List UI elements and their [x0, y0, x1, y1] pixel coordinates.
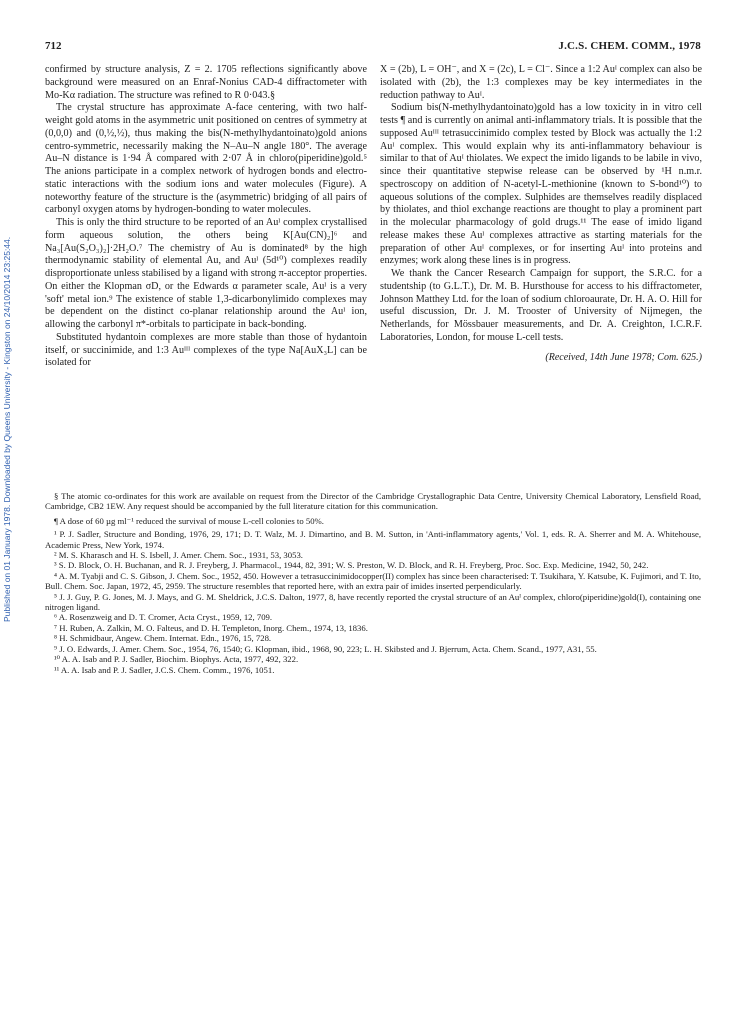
- reference-item: ⁵ J. J. Guy, P. G. Jones, M. J. Mays, and G. M. Sheldrick, J.C.S. Dalton, 1977, 8, have recently reported the crystal structure of an Auᴵ complex, chloro(piperidine)gold(I), containing one nitrogen ligand.: [45, 591, 701, 613]
- reference-list: [45, 529, 701, 675]
- reference-item: ⁴ A. M. Tyabji and C. S. Gibson, J. Chem. Soc., 1952, 450. However a tetrasuccinimidocopper(II) complex has since been characterised: T. Tsukihara, Y. Katsube, K. Fujimori, and T. Ito, Bull. Chem. Soc. Japan, 1972, 45, 2959. The structure resembles that reported here, with an extra pair of imides inserted perpendicularly.: [45, 570, 701, 592]
- page-number: 712: [45, 40, 62, 52]
- footnote: ¶ A dose of 60 µg ml⁻¹ reduced the survival of mouse L-cell colonies to 50%.: [54, 515, 324, 526]
- reference-item: ⁶ A. Rosenzweig and D. T. Cromer, Acta Cryst., 1959, 12, 709.: [54, 612, 273, 623]
- reference-item: ¹⁰ A. A. Isab and P. J. Sadler, Biochim. Biophys. Acta, 1977, 492, 322.: [54, 654, 299, 665]
- reference-item: ⁷ H. Ruben, A. Zalkin, M. O. Falteus, and D. H. Templeton, Inorg. Chem., 1974, 13, 1836.: [54, 622, 368, 633]
- reference-item: ¹ P. J. Sadler, Structure and Bonding, 1976, 29, 171; D. T. Walz, M. J. Dimartino, and B. M. Sutton, in 'Anti-inflammatory agents,' Vol. 1, eds. R. A. Sherrer and M. A. Whitehouse, Academic Press, New York, 1974.: [45, 529, 701, 550]
- left-column: [45, 64, 367, 370]
- paragraph: This is only the third structure to be reported of an Auᴵ complex crystallised form aqueous solution, the others being K[Au(CN)₂]⁶ and Na₃[Au(S₂O₃)₂]·2H₂O.⁷ The chemistry of Au is dominated⁸ by the high thermodynamic stability of elemental Au, and Auᴵ (5d¹⁰) complexes readily disproportionate unless stabilised by a ligand with strong π-acceptor properties. On either the Klopman σD, or the Edwards α parameter scale, Auᴵ is a very 'soft' metal ion.⁹ The existence of stable 1,3-dicarbonylimido complexes may be dependent on the distinct co-planar relationship around the Auᴵ ion, allowing the carbonyl π*-orbitals to participate in back-bonding.: [45, 217, 367, 330]
- received-date: (Received, 14th June 1978; Com. 625.): [545, 351, 702, 363]
- footnote: § The atomic co-ordinates for this work are available on request from the Director of the Cambridge Crystallographic Data Centre, University Chemical Laboratory, Lensfield Road, Cambridge, CB2 1EW. Any request should be accompanied by the full literature citation for this communication.: [45, 491, 701, 512]
- reference-item: ³ S. D. Block, O. H. Buchanan, and R. J. Freyberg, J. Pharmacol., 1944, 82, 391; W. S. Preston, W. D. Block, and R. H. Freyberg, Proc. Soc. Exp. Medicine, 1942, 50, 242.: [54, 560, 649, 571]
- reference-item: ¹¹ A. A. Isab and P. J. Sadler, J.C.S. Chem. Comm., 1976, 1051.: [54, 664, 275, 675]
- acknowledgements: We thank the Cancer Research Campaign for support, the S.R.C. for a studentship (to G.L.T.), Dr. M. B. Hursthouse for access to his diffractometer, Johnson Matthey Ltd. for the loan of sodium chloroaurate, Dr. H. A. O. Hill for useful discussion, Dr. J. M. Trooster of University of Nijmegen, the Netherlands, for Mössbauer measurements, and Dr. A. Creighton, I.C.R.F. Laboratories, London, for mouse L-cell tests.: [380, 268, 702, 343]
- right-column: [380, 64, 702, 364]
- paragraph: Substituted hydantoin complexes are more stable than those of hydantoin itself, or succinimide, and 1:3 Auᴵᴵᴵ complexes of the type Na[AuX₃L] can be isolated for: [45, 331, 367, 369]
- reference-item: ² M. S. Kharasch and H. S. Isbell, J. Amer. Chem. Soc., 1931, 53, 3053.: [54, 550, 303, 561]
- paragraph: X = (2b), L = OH⁻, and X = (2c), L = Cl⁻. Since a 1:2 Auᴵ complex can also be isolated with (2b), the 1:3 complexes may be key intermediates in the reduction pathway to Auᴵ.: [380, 64, 702, 101]
- footnotes-and-references: [45, 491, 701, 675]
- reference-item: ⁸ H. Schmidbaur, Angew. Chem. Internat. Edn., 1976, 15, 728.: [54, 633, 272, 644]
- page-header: [45, 40, 701, 54]
- paragraph: confirmed by structure analysis, Z = 2. 1705 reflections significantly above background were measured on an Enraf-Nonius CAD-4 diffractometer with Mo-Kα radiation. The structure was refined to R 0·043.§: [45, 64, 367, 101]
- paragraph: The crystal structure has approximate A-face centering, with two half-weight gold atoms in the asymmetric unit positioned on centres of symmetry at (0,0,0) and (0,½,½), thus making the bis(N-methylhydantoinato)gold anions centro-symmetric, necessarily making the N–Au–N angle 180°. The average Au–N distance is 1·94 Å compared with 2·07 Å in chloro(piperidine)gold.⁵ The anions participate in a complex network of hydrogen bonds and electro-static interactions with the sodium ions and water molecules (Figure). A noteworthy feature of the structure is the (asymmetric) bridging of all pairs of carbonyl oxygen atoms by hydrogen-bonding to water molecules.: [45, 102, 367, 216]
- paragraph: Sodium bis(N-methylhydantoinato)gold has a low toxicity in in vitro cell tests ¶ and is currently on animal anti-inflammatory trials. It is possible that the supposed Auᴵᴵᴵ tetrasuccinimido complex tested by Block was actually the 1:2 Auᴵ complex. This would explain why its anti-inflammatory behaviour is similar to that of Auᴵ thiolates. We expect the imido ligands to be labile in vivo, since their quantitative stepwise release can be observed by ¹H n.m.r. spectroscopy on addition of N-acetyl-L-methionine (known to S-bond¹⁰) to aqueous solutions of the complex. Sulphides are themselves readily displaced by thiolates, and thiol exchange reactions are thought to play a prominent part in the molecular pharmacology of gold drugs.¹¹ The ease of imido ligand release makes these Auᴵ complexes attractive as starting materials for the preparation of other Auᴵ complexes, or for inserting Auᴵ into proteins and enzymes; work along these lines is in progress.: [380, 102, 702, 267]
- journal-title: J.C.S. CHEM. COMM., 1978: [558, 40, 701, 52]
- reference-item: ⁹ J. O. Edwards, J. Amer. Chem. Soc., 1954, 76, 1540; G. Klopman, ibid., 1968, 90, 223; L. H. Skibsted and J. Bjerrum, Acta. Chem. Scand., 1977, A31, 55.: [54, 643, 597, 654]
- download-watermark-note[interactable]: Published on 01 January 1978. Downloaded by Queens University - Kingston on 24/10/2014 23:25:44.: [2, 236, 12, 622]
